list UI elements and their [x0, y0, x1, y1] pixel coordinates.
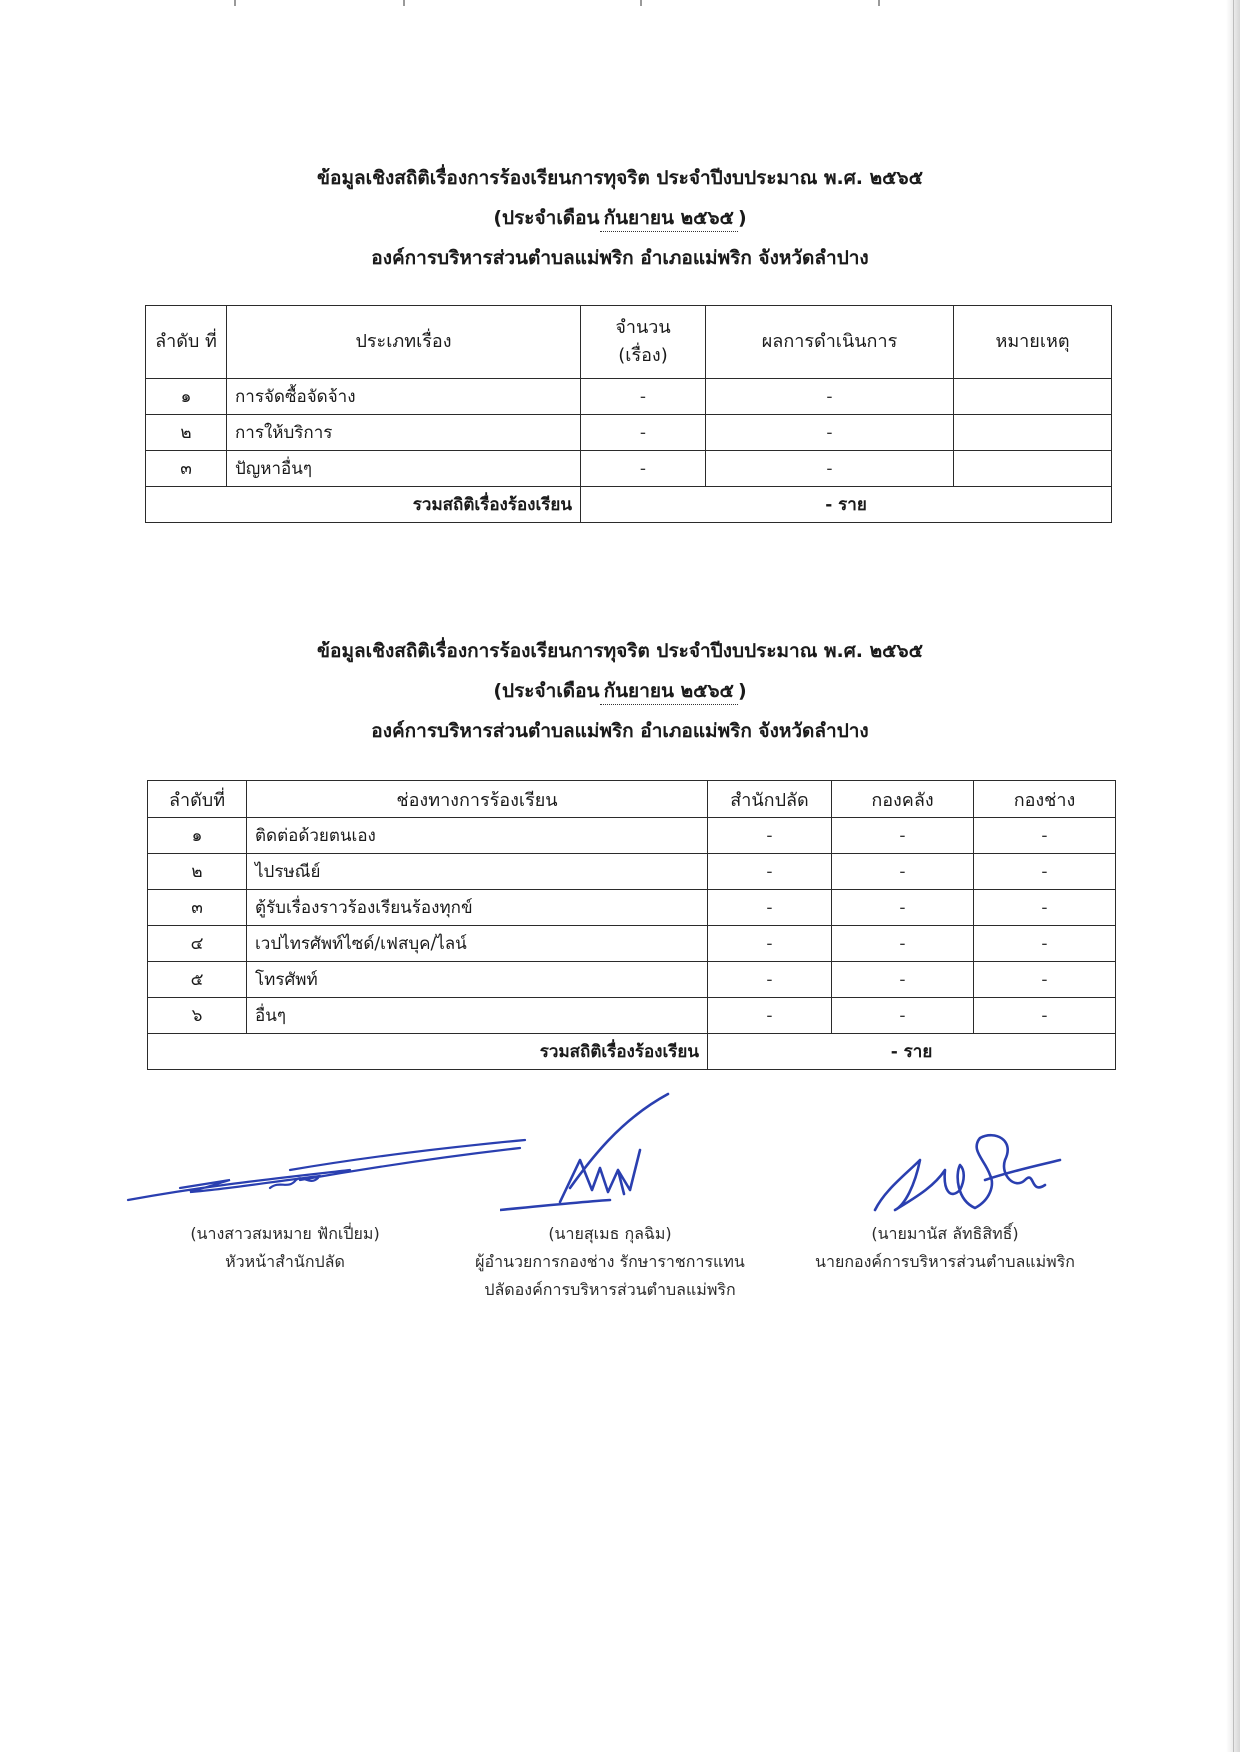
- row-remark: [954, 379, 1112, 415]
- table-row: [146, 415, 1112, 451]
- total-label: รวมสถิติเรื่องร้องเรียน: [148, 1034, 708, 1070]
- section2-month-line: [0, 671, 1240, 711]
- section2-title: ข้อมูลเชิงสถิติเรื่องการร้องเรียนการทุจริต ประจำปีงบประมาณ พ.ศ. ๒๕๖๕: [317, 640, 923, 662]
- section1-heading: [0, 158, 1240, 278]
- table-header-row: [148, 781, 1116, 818]
- row-count: -: [581, 451, 706, 487]
- row-engineering: -: [974, 926, 1116, 962]
- total-value: - ราย: [581, 487, 1112, 523]
- signatory-2: [430, 1220, 790, 1304]
- row-count: -: [581, 379, 706, 415]
- signature-3: [865, 1130, 1065, 1220]
- signatory-name: (นายสุเมธ กุลฉิม): [548, 1224, 672, 1243]
- row-finance: -: [832, 890, 974, 926]
- row-engineering: -: [974, 818, 1116, 854]
- signatory-position: นายกองค์การบริหารส่วนตำบลแม่พริก: [815, 1252, 1075, 1271]
- section2-organization: องค์การบริหารส่วนตำบลแม่พริก อำเภอแม่พริก จังหวัดลำปาง: [371, 720, 869, 742]
- row-office: -: [708, 962, 832, 998]
- total-value: - ราย: [708, 1034, 1116, 1070]
- row-channel: ตู้รับเรื่องราวร้องเรียนร้องทุกข์: [247, 890, 708, 926]
- row-office: -: [708, 890, 832, 926]
- row-office: -: [708, 818, 832, 854]
- row-type: การจัดซื้อจัดจ้าง: [227, 379, 581, 415]
- signatory-position: ผู้อำนวยการกองช่าง รักษาราชการแทน: [475, 1252, 745, 1271]
- table-row: [146, 379, 1112, 415]
- table-row: [148, 962, 1116, 998]
- col-header-remark: หมายเหตุ: [954, 306, 1112, 379]
- signatory-3: [790, 1220, 1100, 1276]
- section2-month-value: กันยายน ๒๕๖๕: [600, 678, 738, 705]
- col-header-type: ประเภทเรื่อง: [227, 306, 581, 379]
- section2-month-prefix: (ประจำเดือน: [493, 680, 600, 702]
- col-header-finance: กองคลัง: [832, 781, 974, 818]
- signature-2: [500, 1090, 700, 1220]
- row-engineering: -: [974, 998, 1116, 1034]
- row-channel: อื่นๆ: [247, 998, 708, 1034]
- complaint-channel-table: [147, 780, 1116, 1070]
- col-header-no: ลำดับ ที่: [146, 306, 227, 379]
- col-header-count: จำนวน (เรื่อง): [581, 306, 706, 379]
- complaint-type-table: [145, 305, 1112, 523]
- row-office: -: [708, 926, 832, 962]
- row-channel: ไปรษณีย์: [247, 854, 708, 890]
- row-office: -: [708, 998, 832, 1034]
- signatory-1: [130, 1220, 440, 1276]
- section1-month-prefix: (ประจำเดือน: [493, 207, 600, 229]
- row-no: ๒: [146, 415, 227, 451]
- signatory-position-2: ปลัดองค์การบริหารส่วนตำบลแม่พริก: [484, 1280, 736, 1299]
- table-total-row: [148, 1034, 1116, 1070]
- row-finance: -: [832, 854, 974, 890]
- row-type: ปัญหาอื่นๆ: [227, 451, 581, 487]
- row-no: ๓: [146, 451, 227, 487]
- row-finance: -: [832, 926, 974, 962]
- section1-month-value: กันยายน ๒๕๖๕: [600, 205, 738, 232]
- col-header-engineering: กองช่าง: [974, 781, 1116, 818]
- row-channel: เวปไทรศัพท์ไซด์/เฟสบุค/ไลน์: [247, 926, 708, 962]
- table-row: [146, 451, 1112, 487]
- section1-month-suffix: ): [737, 207, 747, 229]
- table-row: [148, 998, 1116, 1034]
- row-count: -: [581, 415, 706, 451]
- section2-heading: [0, 631, 1240, 751]
- row-channel: ติดต่อด้วยตนเอง: [247, 818, 708, 854]
- table-row: [148, 926, 1116, 962]
- row-type: การให้บริการ: [227, 415, 581, 451]
- row-engineering: -: [974, 890, 1116, 926]
- row-no: ๓: [148, 890, 247, 926]
- section1-month-line: [0, 198, 1240, 238]
- row-remark: [954, 415, 1112, 451]
- section2-month-suffix: ): [737, 680, 747, 702]
- row-office: -: [708, 854, 832, 890]
- section1-organization: องค์การบริหารส่วนตำบลแม่พริก อำเภอแม่พริก จังหวัดลำปาง: [371, 247, 869, 269]
- signatory-name: (นายมานัส ลัทธิสิทธิ์): [871, 1224, 1019, 1243]
- signature-1: [120, 1130, 540, 1210]
- row-no: ๔: [148, 926, 247, 962]
- row-no: ๒: [148, 854, 247, 890]
- total-label: รวมสถิติเรื่องร้องเรียน: [146, 487, 581, 523]
- table-header-row: [146, 306, 1112, 379]
- col-header-result: ผลการดำเนินการ: [706, 306, 954, 379]
- col-header-office: สำนักปลัด: [708, 781, 832, 818]
- row-result: -: [706, 415, 954, 451]
- row-remark: [954, 451, 1112, 487]
- table-row: [148, 818, 1116, 854]
- table-total-row: [146, 487, 1112, 523]
- col-header-no: ลำดับที่: [148, 781, 247, 818]
- signatory-name: (นางสาวสมหมาย ฟักเปี่ยม): [190, 1224, 380, 1243]
- table-row: [148, 854, 1116, 890]
- signatory-position: หัวหน้าสำนักปลัด: [225, 1252, 345, 1271]
- row-finance: -: [832, 998, 974, 1034]
- row-finance: -: [832, 962, 974, 998]
- col-header-channel: ช่องทางการร้องเรียน: [247, 781, 708, 818]
- row-result: -: [706, 451, 954, 487]
- row-channel: โทรศัพท์: [247, 962, 708, 998]
- row-finance: -: [832, 818, 974, 854]
- table-row: [148, 890, 1116, 926]
- section1-title: ข้อมูลเชิงสถิติเรื่องการร้องเรียนการทุจริต ประจำปีงบประมาณ พ.ศ. ๒๕๖๕: [317, 167, 923, 189]
- row-no: ๑: [148, 818, 247, 854]
- scan-top-marks: [0, 0, 1240, 8]
- row-no: ๖: [148, 998, 247, 1034]
- row-engineering: -: [974, 854, 1116, 890]
- row-no: ๑: [146, 379, 227, 415]
- row-no: ๕: [148, 962, 247, 998]
- row-engineering: -: [974, 962, 1116, 998]
- row-result: -: [706, 379, 954, 415]
